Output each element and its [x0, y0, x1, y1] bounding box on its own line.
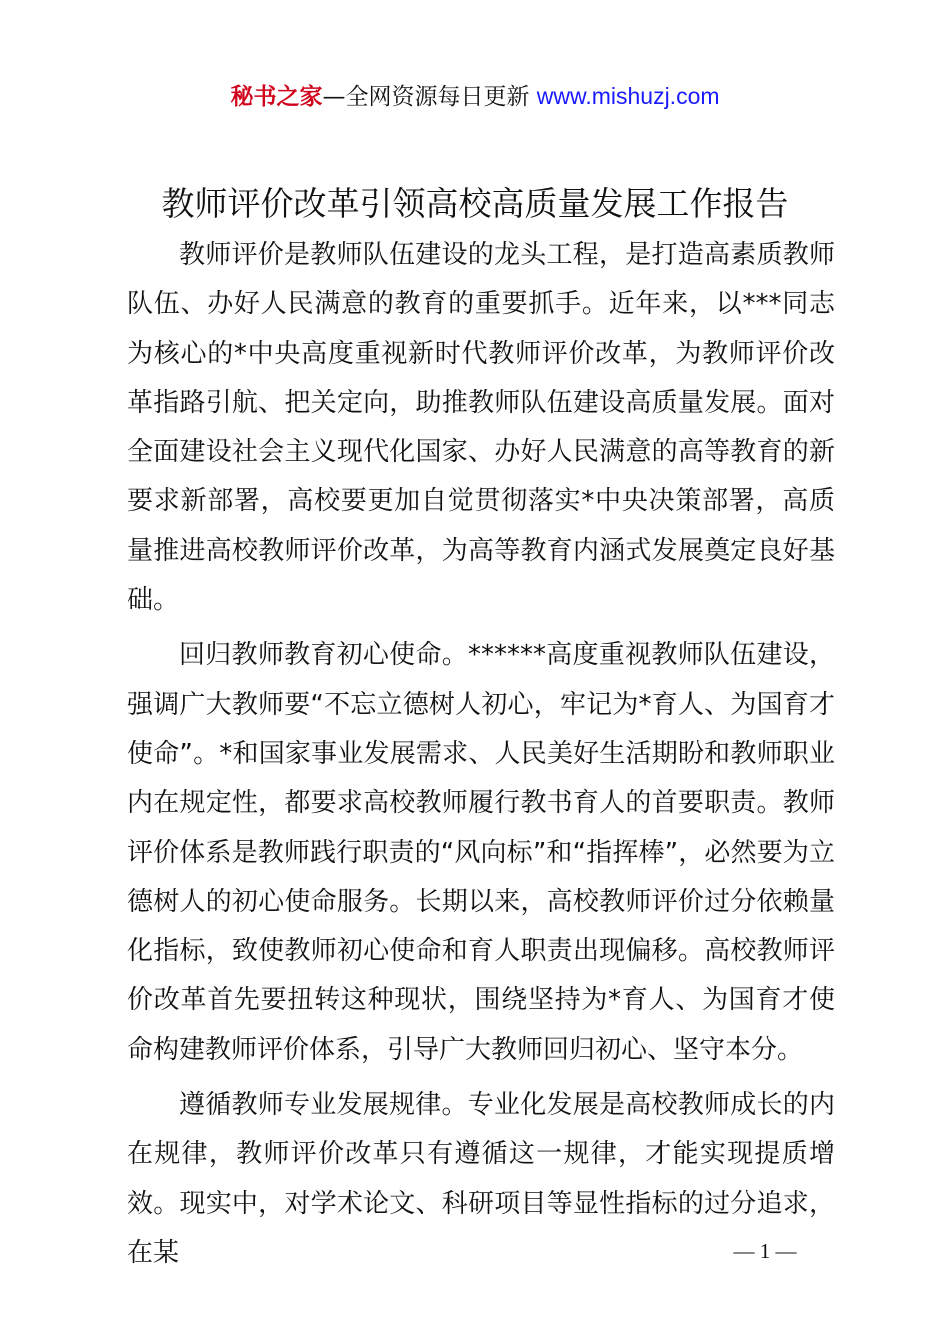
- document-title: 教师评价改革引领高校高质量发展工作报告: [161, 184, 789, 223]
- body-paragraph: 教师评价是教师队伍建设的龙头工程，是打造高素质教师队伍、办好人民满意的教育的重要抓手。近年来，以***同志为核心的*中央高度重视新时代教师评价改革，为教师评价改革指路引航、把关定向，助推教师队伍建设高质量发展。面对全面建设社会主义现代化国家、办好人民满意的高等教育的新要求新部署，高校要更加自觉贯彻落实*中央决策部署，高质量推进高校教师评价改革，为高等教育内涵式发展奠定良好基础。: [127, 240, 835, 616]
- site-tagline: —全网资源每日更新: [322, 84, 537, 110]
- body-paragraph: 回归教师教育初心使命。******高度重视教师队伍建设，强调广大教师要“不忘立德树人初心，牢记为*育人、为国育才使命”。*和国家事业发展需求、人民美好生活期盼和教师职业内在规定性，都要求高校教师履行教书育人的首要职责。教师评价体系是教师践行职责的“风向标”和“指挥棒”，必然要为立德树人的初心使命服务。长期以来，高校教师评价过分依赖量化指标，致使教师初心使命和育人职责出现偏移。高校教师评价改革首先要扭转这种现状，围绕坚持为*育人、为国育才使命构建教师评价体系，引导广大教师回归初心、坚守本分。: [127, 640, 835, 1065]
- site-brand: 秘书之家: [230, 84, 323, 110]
- page-number: — 1 —: [733, 1239, 797, 1263]
- site-url-link[interactable]: www.mishuzj.com: [536, 83, 720, 109]
- site-header: [0, 80, 950, 113]
- body-paragraph: 遵循教师专业发展规律。专业化发展是高校教师成长的内在规律，教师评价改革只有遵循这一规律，才能实现提质增效。现实中，对学术论文、科研项目等显性指标的过分追求，在某: [127, 1090, 835, 1268]
- document-body: [127, 231, 835, 1278]
